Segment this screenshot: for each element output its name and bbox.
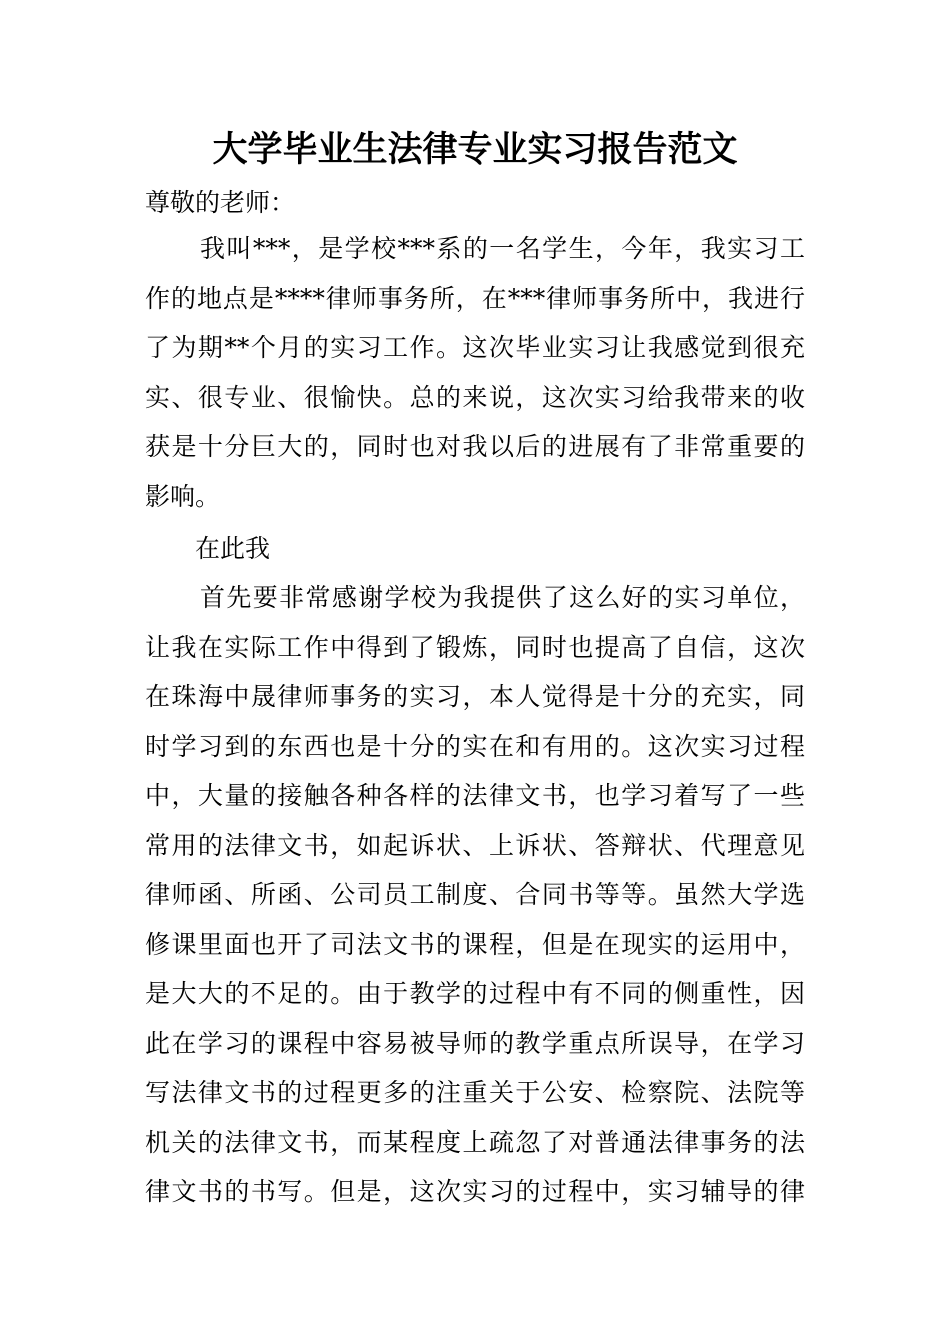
paragraph-line: 写法律文书的过程更多的注重关于公安、检察院、法院等 [145, 1078, 805, 1107]
paragraph-2 [145, 524, 805, 574]
paragraph-line: 是大大的不足的。由于教学的过程中有不同的侧重性，因 [145, 979, 805, 1008]
paragraph-line: 时学习到的东西也是十分的实在和有用的。这次实习过程 [145, 731, 805, 761]
paragraph-line: 我叫***，是学校***系的一名学生，今年，我实习工 [200, 234, 805, 263]
paragraph-line: 常用的法律文书，如起诉状、上诉状、答辩状、代理意见 [145, 830, 805, 860]
paragraph-line: 机关的法律文书，而某程度上疏忽了对普通法律事务的法 [145, 1127, 805, 1157]
document-title: 大学毕业生法律专业实习报告范文 [212, 129, 738, 170]
paragraph-line: 在珠海中晟律师事务的实习，本人觉得是十分的充实，同 [145, 682, 805, 711]
paragraph-line: 了为期**个月的实习工作。这次毕业实习让我感觉到很充 [145, 333, 805, 362]
paragraph-line: 律文书的书写。但是，这次实习的过程中，实习辅导的律 [145, 1177, 805, 1206]
paragraph-line: 让我在实际工作中得到了锻炼，同时也提高了自信，这次 [145, 632, 805, 662]
paragraph-line: 作的地点是****律师事务所，在***律师事务所中，我进行 [145, 283, 805, 313]
paragraph-line: 首先要非常感谢学校为我提供了这么好的实习单位， [200, 583, 805, 612]
paragraph-line: 在此我 [195, 534, 271, 563]
paragraph-1 [145, 224, 805, 521]
paragraph-line: 实、很专业、很愉快。总的来说，这次实习给我带来的收 [145, 382, 805, 412]
paragraph-3 [145, 573, 805, 1217]
paragraph-line: 修课里面也开了司法文书的课程，但是在现实的运用中， [145, 929, 805, 959]
paragraph-line: 中，大量的接触各种各样的法律文书，也学习着写了一些 [145, 781, 805, 810]
salutation: 尊敬的老师： [145, 188, 296, 217]
paragraph-line: 此在学习的课程中容易被导师的教学重点所误导，在学习 [145, 1028, 805, 1058]
paragraph-line: 影响。 [145, 481, 221, 511]
paragraph-line: 获是十分巨大的，同时也对我以后的进展有了非常重要的 [145, 432, 805, 461]
paragraph-line: 律师函、所函、公司员工制度、合同书等等。虽然大学选 [145, 880, 805, 909]
